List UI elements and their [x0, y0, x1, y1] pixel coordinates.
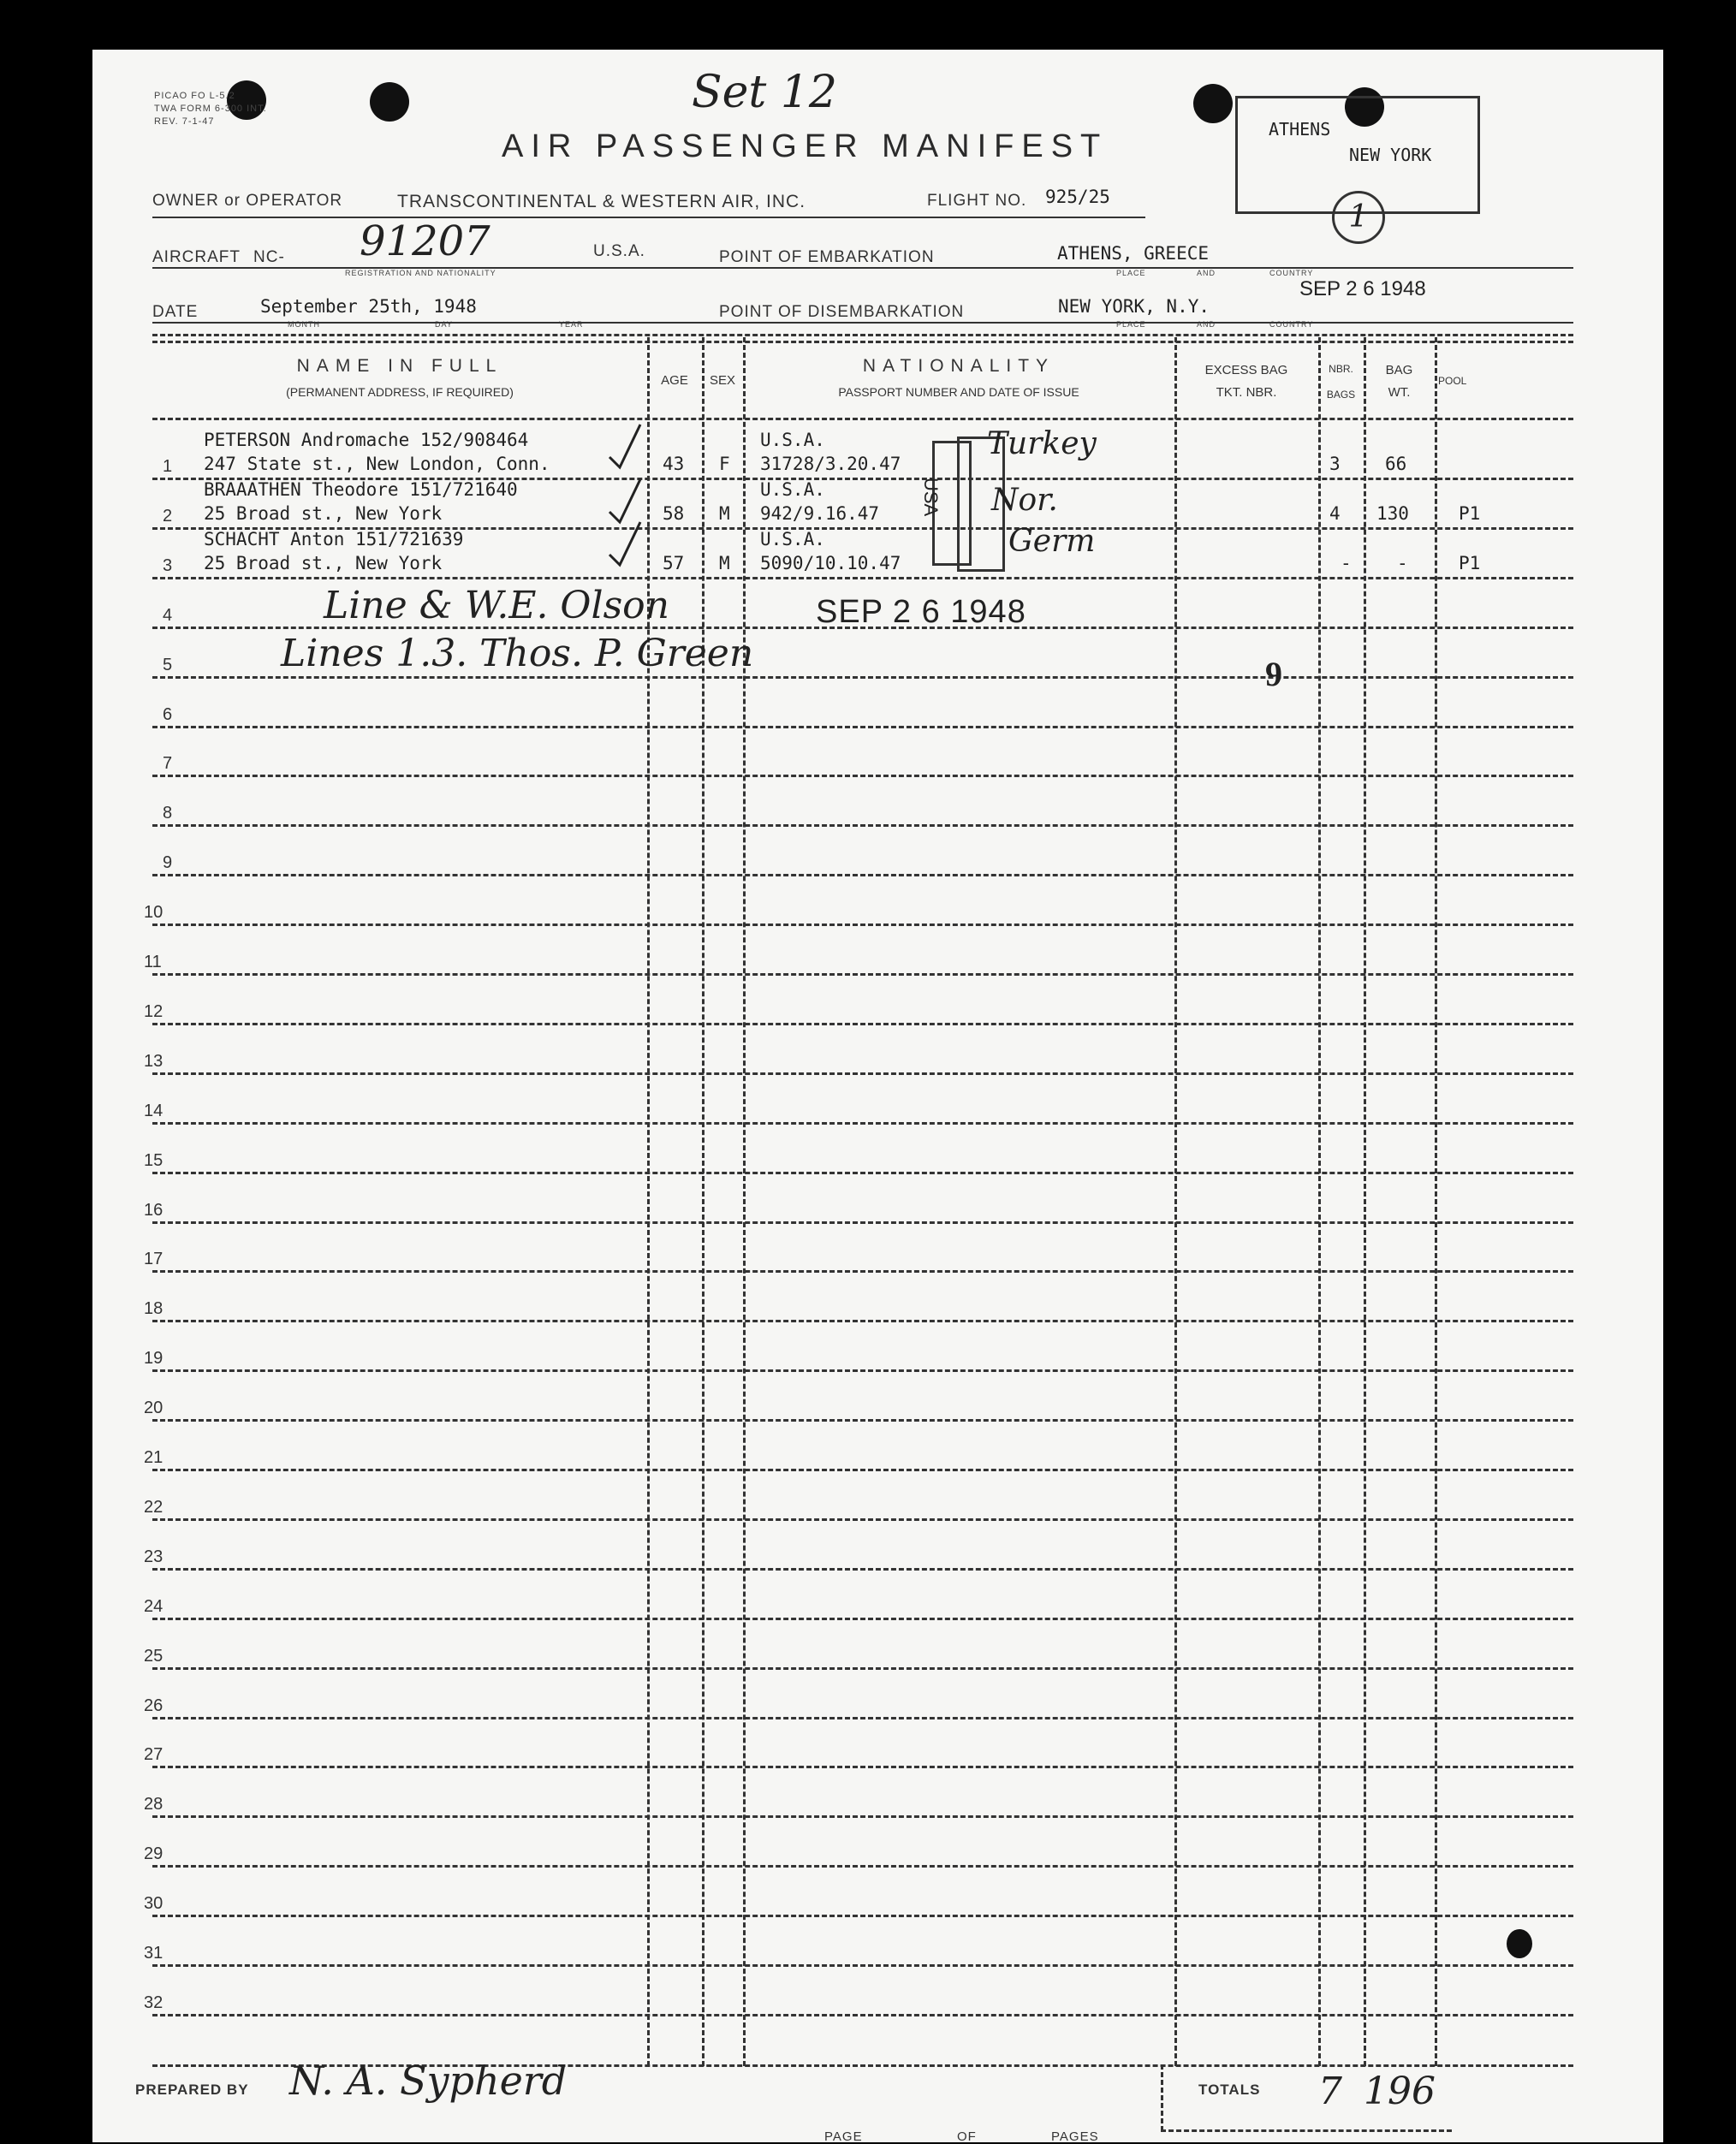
- row-rule: [152, 1023, 1573, 1025]
- passenger-1-sex: F: [719, 454, 730, 474]
- divider-bags-weight: [1364, 337, 1366, 2066]
- received-date-stamp: SEP 2 6 1948: [816, 594, 1026, 630]
- row-rule: [152, 1518, 1573, 1521]
- passenger-2-weight: 130: [1376, 503, 1409, 524]
- disembark-country-sub: COUNTRY: [1269, 320, 1314, 329]
- row-number: 24: [144, 1597, 163, 1616]
- passenger-3-weight: -: [1397, 553, 1408, 573]
- date-label: DATE: [152, 303, 199, 321]
- row-rule: [152, 775, 1573, 777]
- date-value: September 25th, 1948: [260, 296, 477, 317]
- embark-and-sub: AND: [1197, 269, 1216, 277]
- row-number: 25: [144, 1647, 163, 1666]
- row-number: 30: [144, 1894, 163, 1913]
- row-number: 7: [163, 754, 173, 773]
- col-name-subheading: (PERMANENT ADDRESS, IF REQUIRED): [286, 385, 514, 399]
- row-number: 13: [144, 1052, 163, 1071]
- row-rule: [152, 1865, 1573, 1868]
- date-month-sub: MONTH: [288, 320, 320, 329]
- row-rule: [152, 1320, 1573, 1322]
- prepared-by-label: PREPARED BY: [135, 2082, 249, 2098]
- row-number: 21: [144, 1448, 163, 1467]
- divider-age-sex: [702, 337, 705, 2066]
- passenger-1-address: 247 State st., New London, Conn.: [204, 454, 550, 474]
- row-number: 5: [163, 656, 173, 674]
- row-rule: [152, 973, 1573, 976]
- passenger-2-address: 25 Broad st., New York: [204, 503, 443, 524]
- owner-underline: [152, 217, 1145, 218]
- total-bags: 7: [1318, 2070, 1342, 2113]
- embark-place-sub: PLACE: [1116, 269, 1146, 277]
- route-to: NEW YORK: [1349, 145, 1432, 165]
- row-rule: [152, 676, 1573, 679]
- col-bags-heading-1: NBR.: [1329, 363, 1353, 375]
- date-day-sub: DAY: [435, 320, 453, 329]
- row-number: 2: [163, 507, 173, 526]
- row-rule: [152, 2014, 1573, 2016]
- row-rule: [152, 924, 1573, 926]
- check-mark-2: [609, 479, 640, 522]
- row-rule: [152, 1122, 1573, 1125]
- row-number: 17: [144, 1250, 163, 1268]
- row-number: 12: [144, 1002, 163, 1021]
- row-number: 10: [144, 903, 163, 922]
- passenger-3-passport: 5090/10.10.47: [760, 553, 901, 573]
- passenger-2-bags: 4: [1329, 503, 1341, 524]
- header-bottom-rule: [152, 418, 1573, 420]
- row-number: 22: [144, 1498, 163, 1517]
- form-code-1: PICAO FO L-5.2: [154, 91, 235, 101]
- check-mark-3: [609, 522, 640, 565]
- disembark-label: POINT OF DISEMBARKATION: [719, 303, 965, 321]
- row-number: 1: [163, 457, 173, 476]
- row-rule: [152, 1815, 1573, 1818]
- handwritten-note-1: Turkey: [987, 426, 1097, 461]
- owner-value: TRANSCONTINENTAL & WESTERN AIR, INC.: [397, 192, 806, 211]
- row-rule: [152, 1964, 1573, 1967]
- handwritten-note-2: Nor.: [991, 483, 1058, 518]
- disembark-and-sub: AND: [1197, 320, 1216, 329]
- embark-label: POINT OF EMBARKATION: [719, 248, 935, 266]
- passenger-1-passport: 31728/3.20.47: [760, 454, 901, 474]
- of-label: OF: [957, 2129, 977, 2144]
- col-weight-heading-2: WT.: [1388, 385, 1411, 400]
- col-nationality-heading: NATIONALITY: [862, 356, 1055, 376]
- totals-label: TOTALS: [1198, 2082, 1261, 2098]
- row-rule: [152, 1072, 1573, 1075]
- flight-label: FLIGHT NO.: [927, 192, 1027, 210]
- passenger-3-bags: -: [1341, 553, 1352, 573]
- row-number: 16: [144, 1201, 163, 1220]
- form-code-2: TWA FORM 6-300 INT.: [154, 104, 267, 114]
- col-excess-heading-2: TKT. NBR.: [1216, 385, 1277, 400]
- row-rule: [152, 1221, 1573, 1224]
- owner-label: OWNER or OPERATOR: [152, 192, 343, 210]
- aircraft-underline: [152, 267, 1573, 269]
- vertical-stamp-text: USA: [920, 478, 942, 517]
- passenger-2-passport: 942/9.16.47: [760, 503, 880, 524]
- row-number: 20: [144, 1399, 163, 1417]
- row-rule: [152, 874, 1573, 876]
- col-excess-heading-1: EXCESS BAG: [1204, 363, 1288, 377]
- col-name-heading: NAME IN FULL: [296, 356, 503, 376]
- route-from: ATHENS: [1269, 119, 1331, 140]
- row-number: 14: [144, 1102, 163, 1120]
- check-mark-1: [609, 425, 640, 467]
- passenger-1-bags: 3: [1329, 454, 1341, 474]
- row-number: 4: [163, 606, 173, 625]
- preparer-signature: N. A. Sypherd: [289, 2058, 568, 2104]
- handwritten-row-5: Lines 1.3. Thos. P. Green: [281, 632, 754, 675]
- row-number: 18: [144, 1299, 163, 1318]
- circled-number: [1332, 191, 1385, 244]
- row-number: 31: [144, 1944, 163, 1963]
- punch-hole-side: [1507, 1929, 1532, 1958]
- disembark-value: NEW YORK, N.Y.: [1058, 296, 1210, 317]
- col-bags-heading-2: BAGS: [1326, 389, 1356, 401]
- totals-bottom-rule: [1161, 2129, 1452, 2132]
- pages-label: PAGES: [1051, 2129, 1099, 2144]
- row-number: 15: [144, 1151, 163, 1170]
- col-weight-heading-1: BAG: [1385, 363, 1413, 377]
- row-rule: [152, 1369, 1573, 1372]
- total-weight: 196: [1364, 2070, 1436, 2113]
- row-rule: [152, 1270, 1573, 1273]
- manifest-sheet: [92, 50, 1663, 2142]
- row-rule: [152, 824, 1573, 827]
- row-number: 8: [163, 804, 173, 823]
- totals-left-divider: [1161, 2064, 1163, 2131]
- divider-excess-bags: [1318, 337, 1321, 2066]
- header-date-stamp: SEP 2 6 1948: [1299, 277, 1426, 300]
- row-rule: [152, 1469, 1573, 1471]
- row-rule: [152, 1766, 1573, 1768]
- passenger-3-sex: M: [719, 553, 730, 573]
- row-number: 11: [144, 953, 162, 971]
- divider-weight-pool: [1435, 337, 1437, 2066]
- row-rule: [152, 1717, 1573, 1719]
- date-underline: [152, 322, 1573, 324]
- flight-value: 925/25: [1045, 187, 1110, 207]
- row-rule: [152, 1419, 1573, 1422]
- row-rule: [152, 726, 1573, 728]
- row-number: 3: [163, 556, 173, 575]
- row-rule: [152, 1915, 1573, 1917]
- col-nationality-subheading: PASSPORT NUMBER AND DATE OF ISSUE: [838, 385, 1079, 399]
- circled-number-text: 1: [1348, 199, 1369, 235]
- set-label: Set 12: [692, 67, 837, 118]
- row-rule: [152, 577, 1573, 579]
- row-rule: [152, 1568, 1573, 1571]
- row-number: 19: [144, 1349, 163, 1368]
- passenger-3-age: 57: [663, 553, 685, 573]
- row-number: 23: [144, 1547, 163, 1566]
- passenger-2-name: BRAAATHEN Theodore 151/721640: [204, 479, 518, 500]
- col-pool-heading: POOL: [1438, 375, 1467, 387]
- passenger-2-nationality: U.S.A.: [760, 479, 825, 500]
- row-number: 29: [144, 1844, 163, 1863]
- passenger-3-address: 25 Broad st., New York: [204, 553, 443, 573]
- check-marks: [606, 416, 657, 570]
- row-number: 28: [144, 1795, 163, 1814]
- passenger-2-age: 58: [663, 503, 685, 524]
- divider-sex-nationality: [743, 337, 746, 2066]
- embark-country-sub: COUNTRY: [1269, 269, 1314, 277]
- page-title: AIR PASSENGER MANIFEST: [502, 128, 1109, 164]
- row-rule: [152, 1172, 1573, 1174]
- aircraft-number: 91207: [360, 217, 490, 265]
- aircraft-nation: U.S.A.: [593, 242, 645, 260]
- table-top-rule-2: [152, 341, 1573, 343]
- row-rule: [152, 1618, 1573, 1620]
- aircraft-sub: REGISTRATION AND NATIONALITY: [345, 269, 496, 277]
- passenger-1-weight: 66: [1385, 454, 1407, 474]
- aircraft-prefix: NC-: [253, 248, 285, 266]
- date-year-sub: YEAR: [559, 320, 584, 329]
- row-5-number: 9: [1265, 655, 1282, 693]
- row-number: 26: [144, 1696, 163, 1715]
- handwritten-row-4: Line & W.E. Olson: [324, 584, 669, 627]
- row-rule: [152, 1667, 1573, 1670]
- punch-hole-left-2: [370, 82, 409, 122]
- form-code-3: REV. 7-1-47: [154, 116, 215, 127]
- passenger-2-pool: P1: [1459, 503, 1481, 524]
- disembark-place-sub: PLACE: [1116, 320, 1146, 329]
- punch-hole-right-1: [1193, 84, 1233, 123]
- row-number: 6: [163, 705, 173, 724]
- passenger-3-pool: P1: [1459, 553, 1481, 573]
- col-sex-heading: SEX: [709, 373, 735, 388]
- aircraft-label: AIRCRAFT: [152, 248, 241, 266]
- page-label: PAGE: [824, 2129, 863, 2144]
- divider-nationality-excess: [1174, 337, 1177, 2066]
- col-age-heading: AGE: [661, 373, 688, 388]
- passenger-3-nationality: U.S.A.: [760, 529, 825, 549]
- row-number: 9: [163, 853, 173, 872]
- passenger-3-name: SCHACHT Anton 151/721639: [204, 529, 464, 549]
- passenger-1-age: 43: [663, 454, 685, 474]
- passenger-1-nationality: U.S.A.: [760, 430, 825, 450]
- row-number: 27: [144, 1745, 163, 1764]
- table-top-rule: [152, 334, 1573, 336]
- passenger-1-name: PETERSON Andromache 152/908464: [204, 430, 529, 450]
- passenger-2-sex: M: [719, 503, 730, 524]
- embark-value: ATHENS, GREECE: [1057, 243, 1210, 264]
- row-number: 32: [144, 1993, 163, 2012]
- handwritten-note-3: Germ: [1008, 524, 1096, 559]
